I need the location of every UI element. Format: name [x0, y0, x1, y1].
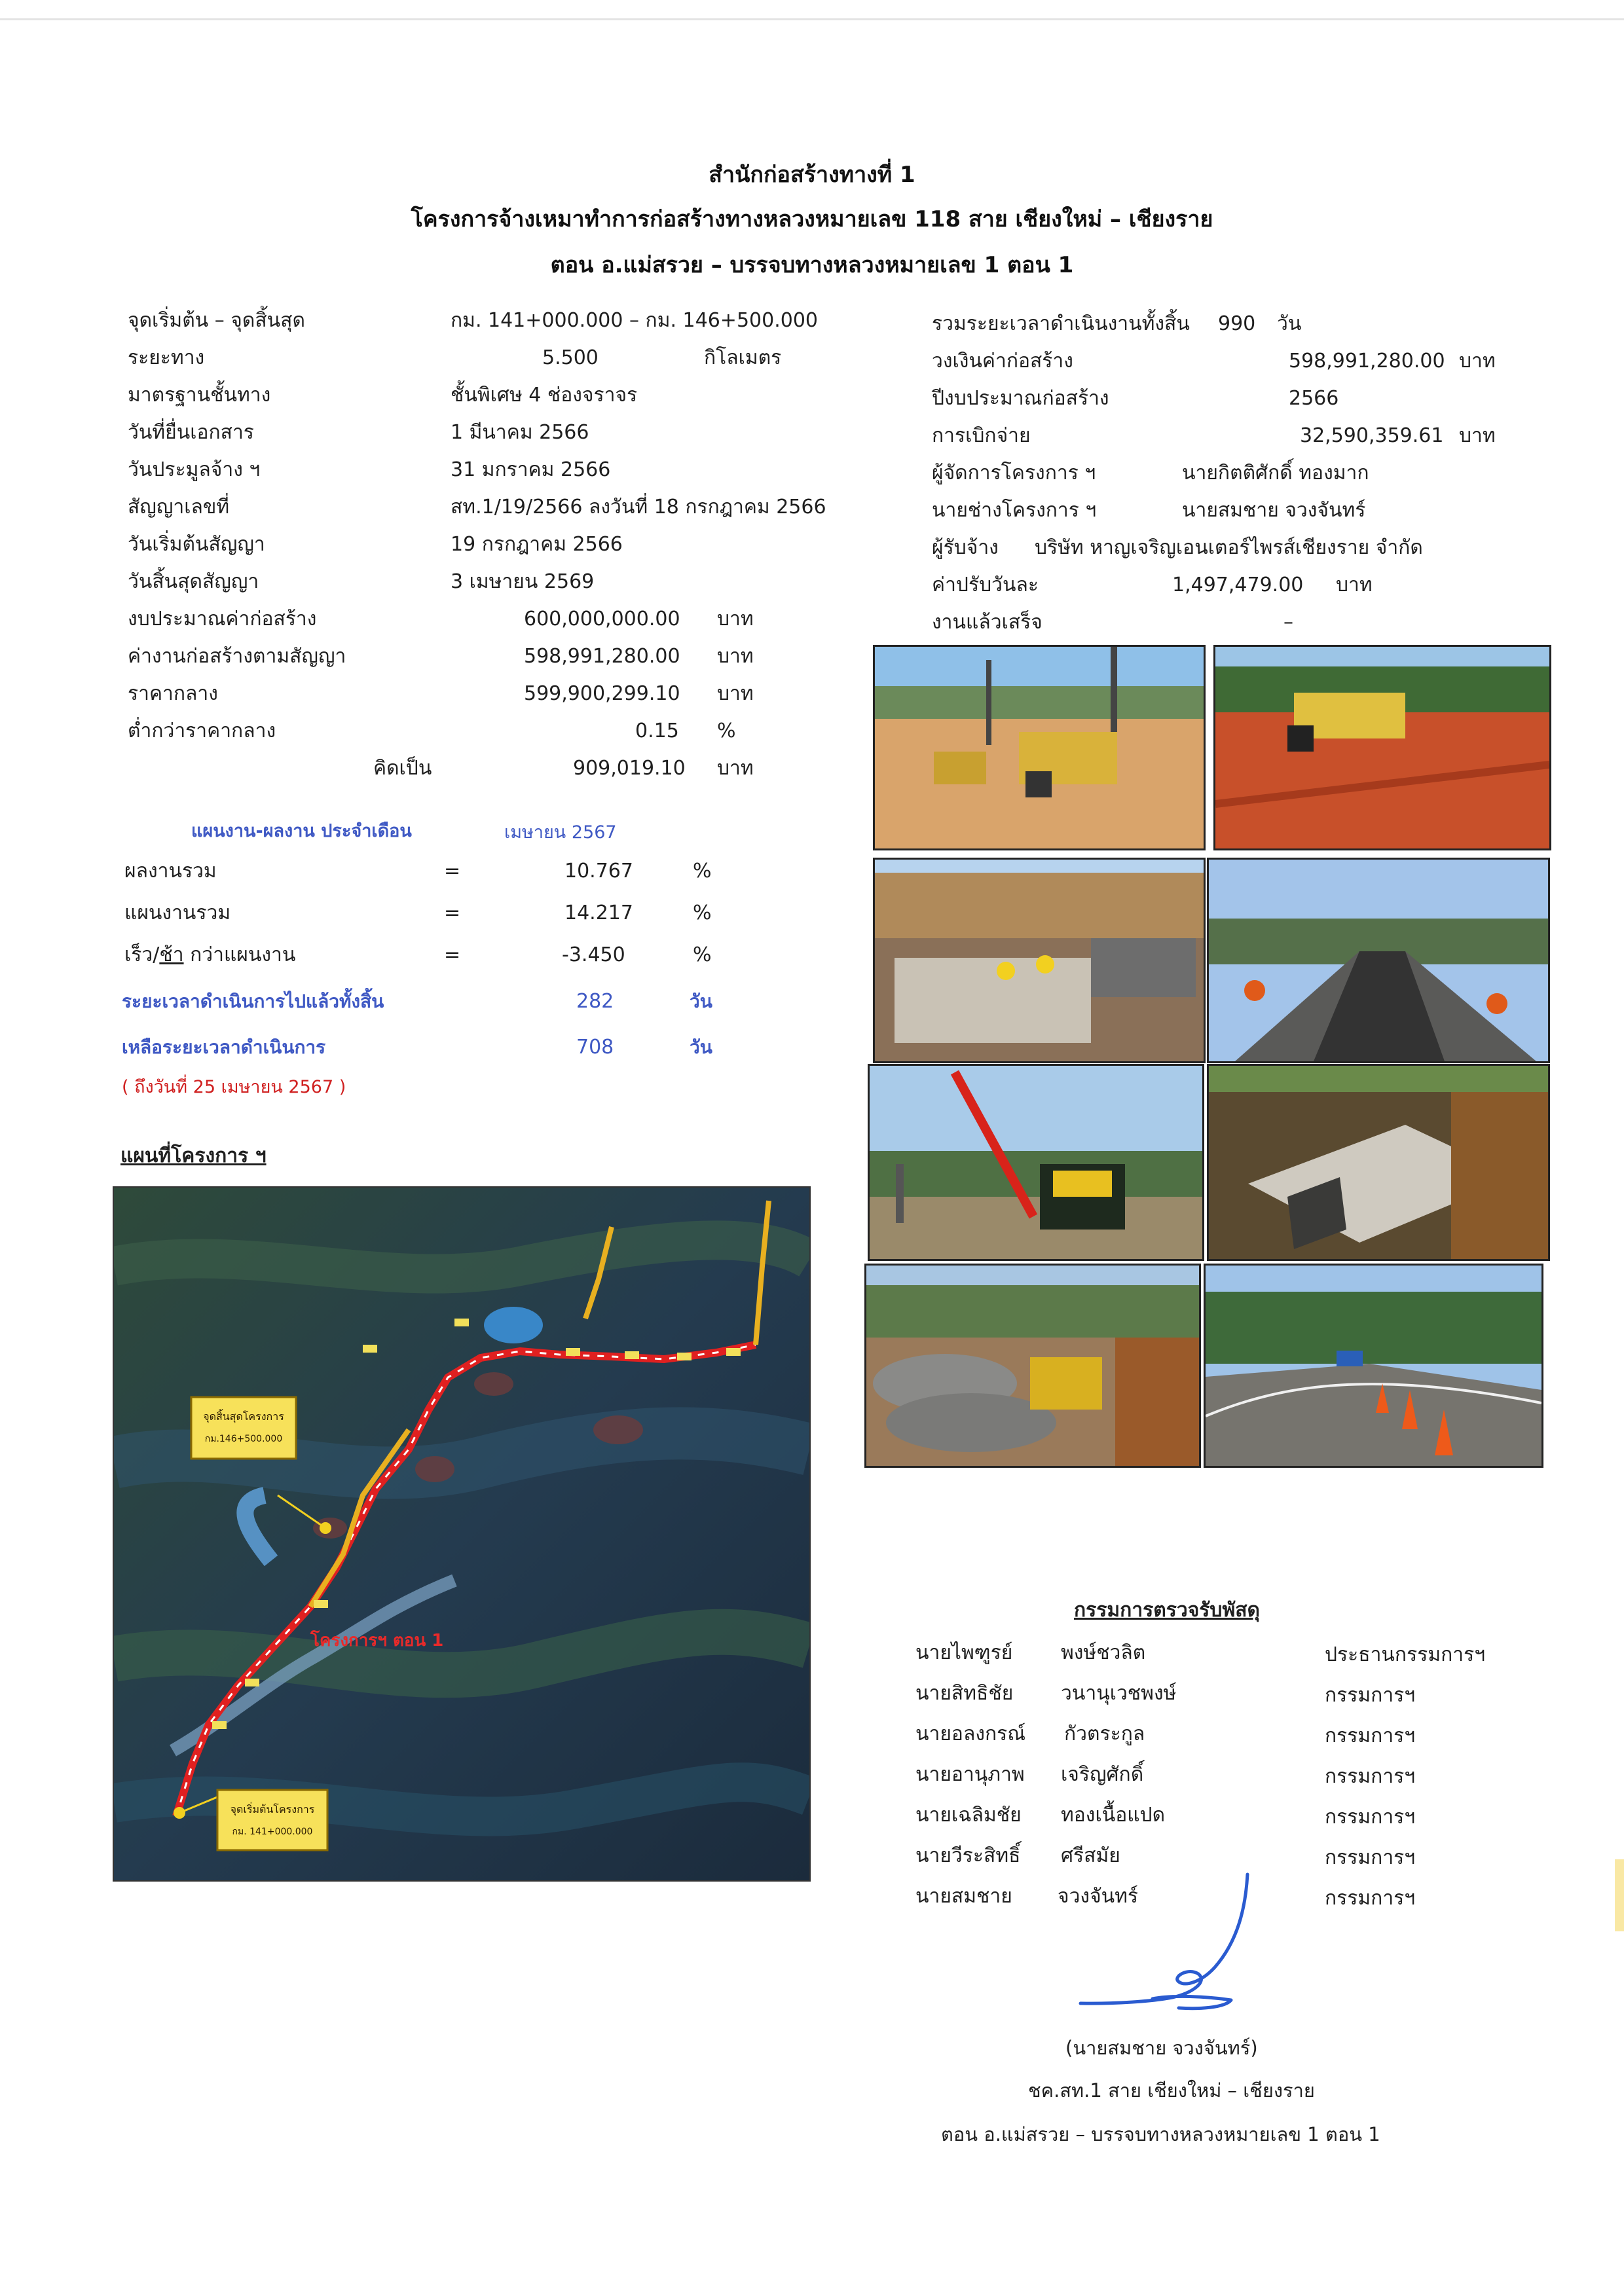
duration-label: รวมระยะเวลาดำเนินงานทั้งสิ้น [932, 312, 1190, 335]
section-title: ตอน อ.แม่สรวย – บรรจบทางหลวงหมายเลข 1 ตอน 1 [550, 252, 1074, 278]
member-last-name: เจริญศักดิ์ [1061, 1763, 1144, 1786]
photo-crane [868, 1064, 1204, 1261]
below-median-label: ต่ำกว่าราคากลาง [128, 720, 276, 742]
completed-value: – [1283, 611, 1293, 634]
contractor-value: บริษัท หาญเจริญเอนเตอร์ไพรส์เชียงราย จำกัด [1035, 536, 1423, 559]
manager-label: ผู้จัดการโครงการ ฯ [932, 462, 1096, 484]
median-price-unit: บาท [717, 682, 754, 705]
progress-heading: แผนงาน-ผลงาน ประจำเดือน [191, 821, 412, 841]
disbursed-unit: บาท [1459, 424, 1496, 447]
member-role: กรรมการฯ [1325, 1806, 1416, 1829]
photo-pipes-image [866, 1266, 1199, 1466]
remaining-label: เหลือระยะเวลาดำเนินการ [122, 1036, 326, 1058]
map-image [114, 1188, 809, 1880]
plan-eq: = [444, 902, 461, 924]
member-role: กรรมการฯ [1325, 1724, 1416, 1747]
contract-start-label: วันเริ่มต้นสัญญา [128, 533, 265, 556]
start-end-value: กม. 141+000.000 – กม. 146+500.000 [451, 309, 819, 332]
disbursed-label: การเบิกจ่าย [932, 424, 1031, 447]
member-first-name: นายสมชาย [915, 1885, 1012, 1908]
result-label: ผลงานรวม [124, 860, 217, 883]
photo-culvert-image [1209, 1066, 1548, 1259]
photo-grader-image [1215, 647, 1549, 848]
contract-cost-label: ค่างานก่อสร้างตามสัญญา [128, 645, 346, 668]
photo-workers-concrete-image [875, 860, 1204, 1061]
map-section-label: โครงการฯ ตอน 1 [310, 1631, 444, 1650]
elapsed-label: ระยะเวลาดำเนินการไปแล้วทั้งสิ้น [122, 991, 384, 1012]
manager-value: นายกิตติศักดิ์ ทองมาก [1182, 462, 1369, 484]
signer-section: ตอน อ.แม่สรวย – บรรจบทางหลวงหมายเลข 1 ตอน 1 [941, 2123, 1380, 2145]
photo-roller-image [875, 647, 1204, 848]
plan-value: 14.217 [564, 902, 633, 924]
auction-date-label: วันประมูลจ้าง ฯ [128, 458, 261, 481]
member-first-name: นายอลงกรณ์ [915, 1722, 1026, 1745]
photo-road-cones-image [1206, 1266, 1541, 1466]
contract-number-value: สท.1/19/2566 ลงวันที่ 18 กรกฎาคม 2566 [451, 496, 826, 519]
plan-label: แผนงานรวม [124, 902, 231, 924]
duration-value: 990 [1218, 312, 1256, 335]
elapsed-value: 282 [576, 990, 614, 1013]
member-first-name: นายสิทธิชัย [915, 1682, 1014, 1705]
median-price-label: ราคากลาง [128, 682, 218, 705]
contract-number-label: สัญญาเลขที่ [128, 496, 230, 519]
contract-start-value: 19 กรกฎาคม 2566 [451, 533, 623, 556]
photo-pipes [864, 1264, 1201, 1468]
construction-budget-value: 598,991,280.00 [1289, 350, 1445, 373]
member-last-name: ศรีสมัย [1061, 1844, 1120, 1867]
photo-roller [873, 645, 1206, 850]
contract-end-value: 3 เมษายน 2569 [451, 570, 595, 593]
diff-label-rest: กว่าแผนงาน [183, 943, 296, 966]
construction-budget-label: วงเงินค่าก่อสร้าง [932, 350, 1073, 373]
office-title: สำนักก่อสร้างทางที่ 1 [709, 162, 915, 188]
below-median-unit: % [717, 720, 736, 742]
diff-value: -3.450 [562, 943, 625, 966]
signer-name: (นายสมชาย จวงจันทร์) [1065, 2037, 1258, 2059]
photo-culvert [1207, 1064, 1550, 1261]
photo-workers-concrete [873, 858, 1206, 1063]
member-role: กรรมการฯ [1325, 1684, 1416, 1707]
budget-unit: บาท [717, 608, 754, 630]
member-last-name: ทองเนื้อแปด [1061, 1804, 1166, 1827]
committee-heading: กรรมการตรวจรับพัสดุ [1074, 1599, 1261, 1622]
result-unit: % [693, 860, 712, 883]
member-first-name: นายวีระสิทธิ์ [915, 1844, 1021, 1867]
daily-fine-value: 1,497,479.00 [1172, 574, 1304, 596]
fiscal-year-label: ปีงบประมาณก่อสร้าง [932, 387, 1109, 410]
engineer-value: นายสมชาย จวงจันทร์ [1182, 499, 1366, 522]
distance-value: 5.500 [542, 346, 599, 369]
daily-fine-unit: บาท [1336, 574, 1373, 596]
member-last-name: พงษ์ชวลิต [1061, 1641, 1146, 1664]
completed-label: งานแล้วเสร็จ [932, 611, 1043, 634]
progress-month: เมษายน 2567 [504, 822, 617, 843]
scan-edge-mark [1615, 1859, 1624, 1931]
distance-unit: กิโลเมตร [704, 346, 782, 369]
contract-cost-unit: บาท [717, 645, 754, 668]
budget-value: 600,000,000.00 [524, 608, 680, 630]
member-first-name: นายอานุภาพ [915, 1763, 1025, 1786]
project-map [113, 1186, 811, 1882]
plan-unit: % [693, 902, 712, 924]
map-start-box-line2: กม. 141+000.000 [232, 1827, 313, 1837]
diff-label [124, 942, 295, 968]
auction-date-value: 31 มกราคม 2566 [451, 458, 611, 481]
scan-edge [0, 18, 1624, 20]
median-price-value: 599,900,299.10 [524, 682, 680, 705]
diff-label-fast: เร็ว/ [124, 943, 160, 966]
project-title: โครงการจ้างเหมาทำการก่อสร้างทางหลวงหมายเลข 118 สาย เชียงใหม่ – เชียงราย [411, 206, 1213, 232]
signer-title: ชค.สท.1 สาย เชียงใหม่ – เชียงราย [1028, 2079, 1315, 2102]
member-role: กรรมการฯ [1325, 1887, 1416, 1910]
submit-date-value: 1 มีนาคม 2566 [451, 421, 589, 444]
daily-fine-label: ค่าปรับวันละ [932, 574, 1039, 596]
member-last-name: วนานุเวชพงษ์ [1061, 1682, 1177, 1705]
map-heading: แผนที่โครงการ ฯ [120, 1144, 267, 1167]
contractor-label: ผู้รับจ้าง [932, 536, 999, 559]
equals-label: คิดเป็น [373, 757, 432, 780]
member-last-name: กัวตระกูล [1064, 1722, 1145, 1745]
as-of-date: ( ถึงวันที่ 25 เมษายน 2567 ) [122, 1077, 346, 1097]
distance-label: ระยะทาง [128, 346, 205, 369]
remaining-value: 708 [576, 1036, 614, 1059]
construction-budget-unit: บาท [1459, 350, 1496, 373]
contract-cost-value: 598,991,280.00 [524, 645, 680, 668]
photo-road-cones [1204, 1264, 1543, 1468]
diff-unit: % [693, 943, 712, 966]
member-first-name: นายเฉลิมชัย [915, 1804, 1022, 1827]
result-eq: = [444, 860, 461, 883]
diff-eq: = [444, 943, 461, 966]
photo-paving [1207, 858, 1550, 1063]
map-start-box-line1: จุดเริ่มต้นโครงการ [230, 1803, 315, 1815]
photo-paving-image [1209, 860, 1548, 1061]
diff-label-slow: ช้า [159, 943, 184, 966]
start-end-label: จุดเริ่มต้น – จุดสิ้นสุด [128, 309, 305, 332]
member-last-name: จวงจันทร์ [1058, 1885, 1139, 1908]
map-end-box-line1: จุดสิ้นสุดโครงการ [203, 1410, 284, 1423]
submit-date-label: วันที่ยื่นเอกสาร [128, 421, 254, 444]
engineer-label: นายช่างโครงการ ฯ [932, 499, 1097, 522]
below-median-value: 0.15 [635, 720, 679, 742]
standard-value: ชั้นพิเศษ 4 ช่องจราจร [451, 384, 638, 407]
disbursed-value: 32,590,359.61 [1300, 424, 1444, 447]
equals-value: 909,019.10 [573, 757, 686, 780]
remaining-unit: วัน [690, 1036, 712, 1058]
member-role: กรรมการฯ [1325, 1765, 1416, 1788]
member-first-name: นายไพฑูรย์ [915, 1641, 1013, 1664]
map-end-box-line2: กม.146+500.000 [204, 1434, 283, 1444]
fiscal-year-value: 2566 [1289, 387, 1339, 410]
member-role: ประธานกรรมการฯ [1325, 1643, 1486, 1666]
budget-label: งบประมาณค่าก่อสร้าง [128, 608, 317, 630]
elapsed-unit: วัน [690, 991, 712, 1012]
signature [1074, 1869, 1257, 2033]
photo-grader [1213, 645, 1551, 850]
member-role: กรรมการฯ [1325, 1846, 1416, 1869]
duration-unit: วัน [1277, 312, 1302, 335]
result-value: 10.767 [564, 860, 633, 883]
contract-end-label: วันสิ้นสุดสัญญา [128, 570, 259, 593]
standard-label: มาตรฐานชั้นทาง [128, 384, 271, 407]
equals-unit: บาท [717, 757, 754, 780]
photo-crane-image [870, 1066, 1202, 1259]
